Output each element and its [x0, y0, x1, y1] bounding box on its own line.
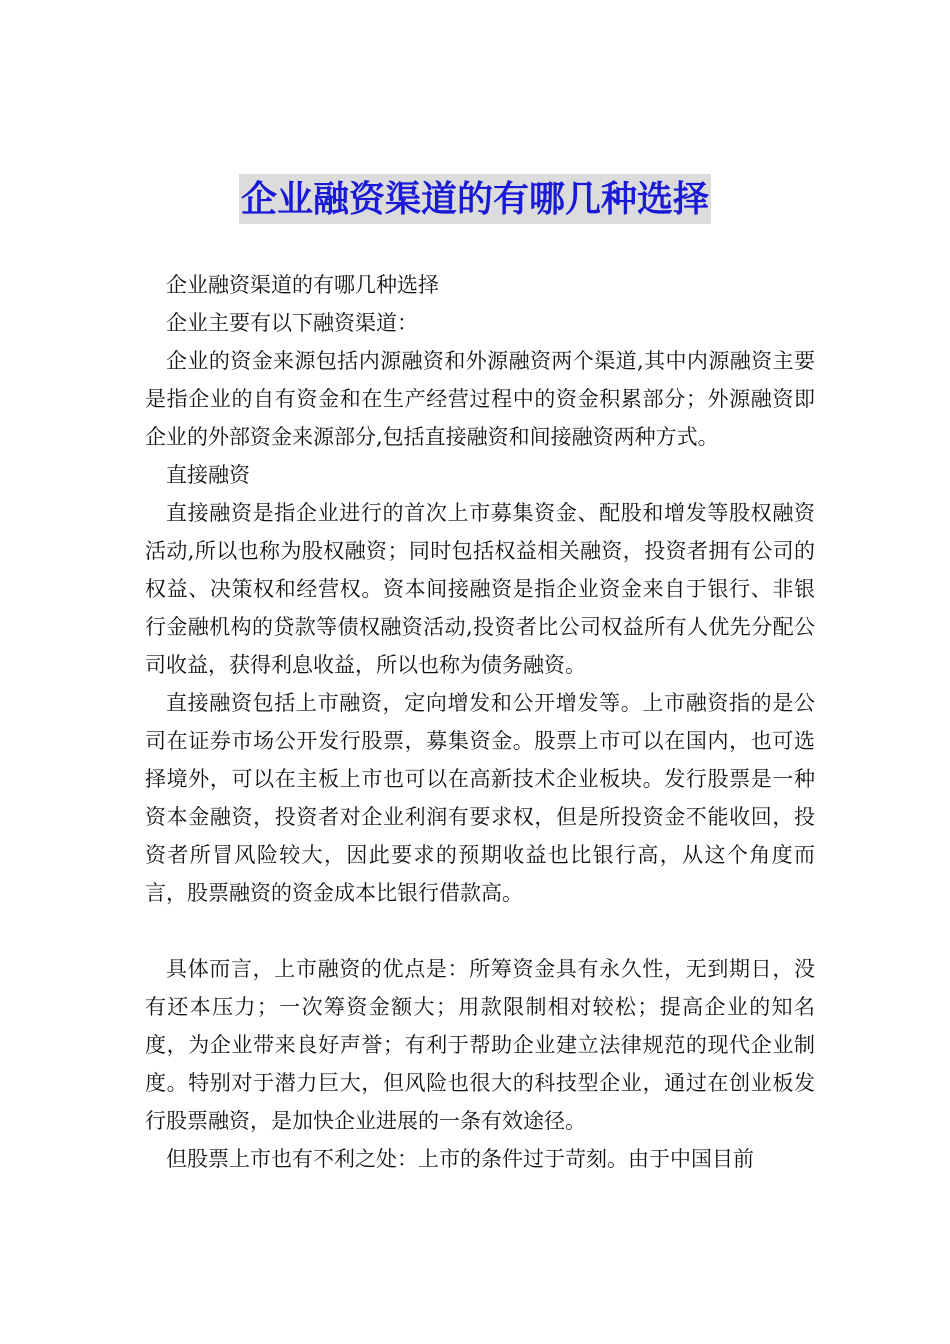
paragraph-spacer — [145, 912, 815, 950]
paragraph-funding-sources: 企业的资金来源包括内源融资和外源融资两个渠道,其中内源融资主要是指企业的自有资金和在生产经营过程中的资金积累部分；外源融资即企业的外部资金来源部分,包括直接融资和间接融资两种方式。 — [145, 349, 815, 449]
section-heading-direct-financing: 直接融资 — [166, 463, 250, 487]
paragraph-intro: 企业主要有以下融资渠道： — [166, 311, 418, 335]
paragraph-listing-advantages: 具体而言，上市融资的优点是：所筹资金具有永久性，无到期日，没有还本压力；一次筹资金额大；用款限制相对较松；提高企业的知名度，为企业带来良好声誉；有利于帮助企业建立法律规范的现代企业制度。特别对于潜力巨大，但风险也很大的科技型企业，通过在创业板发行股票融资，是加快企业进展的一条有效途径。 — [145, 957, 815, 1133]
document-body — [145, 266, 815, 1178]
paragraph-subtitle: 企业融资渠道的有哪几种选择 — [166, 273, 439, 297]
title-container — [0, 174, 950, 224]
paragraph-direct-financing-definition: 直接融资是指企业进行的首次上市募集资金、配股和增发等股权融资活动,所以也称为股权融资；同时包括权益相关融资，投资者拥有公司的权益、决策权和经营权。资本间接融资是指企业资金来自于银行、非银行金融机构的贷款等债权融资活动,投资者比公司权益所有人优先分配公司收益，获得利息收益，所以也称为债务融资。 — [145, 501, 815, 677]
paragraph-listing-disadvantages: 但股票上市也有不利之处：上市的条件过于苛刻。由于中国目前 — [166, 1147, 754, 1171]
document-title: 企业融资渠道的有哪几种选择 — [239, 174, 711, 224]
paragraph-listing-financing: 直接融资包括上市融资，定向增发和公开增发等。上市融资指的是公司在证券市场公开发行股票，募集资金。股票上市可以在国内，也可选择境外，可以在主板上市也可以在高新技术企业板块。发行股票是一种资本金融资，投资者对企业利润有要求权，但是所投资金不能收回，投资者所冒风险较大，因此要求的预期收益也比银行高，从这个角度而言，股票融资的资金成本比银行借款高。 — [145, 691, 815, 905]
